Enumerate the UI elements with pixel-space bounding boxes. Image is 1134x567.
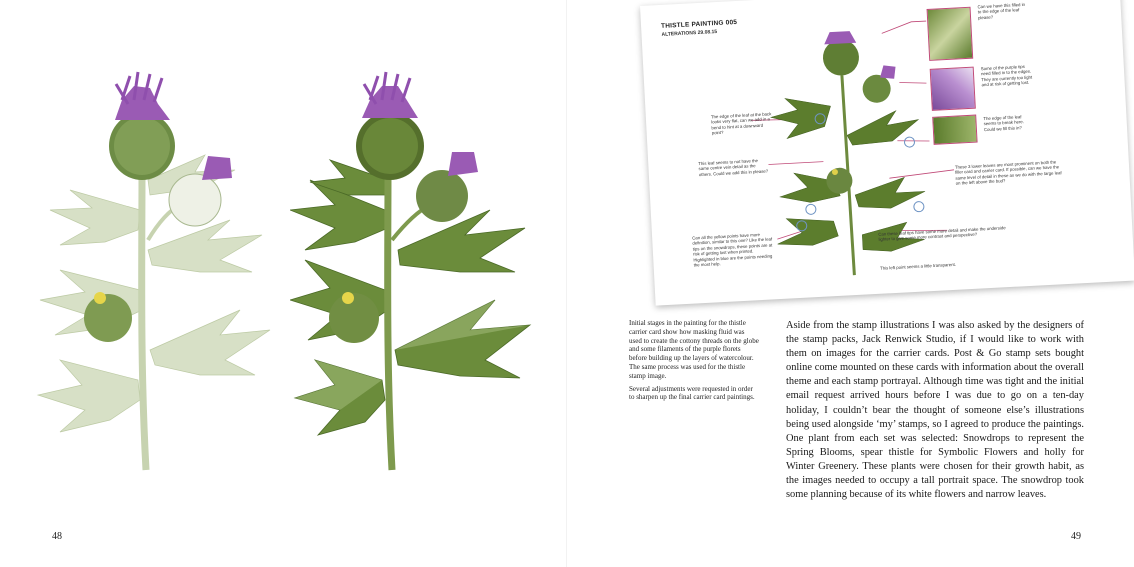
caption-paragraph-2: Several adjustments were requested in order to sharpen up the final carrier card paintings. xyxy=(629,384,755,402)
page-number-left: 48 xyxy=(52,531,62,542)
note-centre-vein: This leaf seems to not have the same centre vein detail as the others. Could we add this in please? xyxy=(698,158,769,177)
note-left-point: This left point seems a little transparent. xyxy=(879,261,957,271)
note-purple-tips: Some of the purple tips need filled in to the edges. They are currently too light and at risk of getting lost. xyxy=(980,63,1033,88)
note-leaf-edge: Can we have this filled in to the edge of the leaf please? xyxy=(977,1,1026,21)
proof-title: THISTLE PAINTING 005 xyxy=(660,18,738,30)
thistle-finished-bud-main xyxy=(356,72,424,180)
thistle-finished-bud-side xyxy=(416,152,478,222)
detail-inset-leaf-edge xyxy=(927,7,974,61)
detail-inset-leaf-break xyxy=(932,115,977,145)
note-yellow-points: Can all the yellow points have more definition, similar to this one? Like the leaf tips on the snowdrops, these points are at risk of getting lost when printed. Highlighted in blue are the points needing the most help. xyxy=(692,232,773,268)
thistle-early-stage-illustration xyxy=(30,60,280,480)
caption-paragraph-1: Initial stages in the painting for the thistle carrier card show how masking fluid was used to create the cottony threads on the globe and some filaments of the purple florets before building up the layers of watercolour. The same process was used for the thistle stamp image. xyxy=(629,319,759,380)
gutter xyxy=(566,0,567,567)
page-number-right: 49 xyxy=(1071,531,1081,542)
figure-caption xyxy=(629,319,759,406)
note-lower-leaves: These 3 lower leaves are most prominent on both the filler card and carrier card. If possible, can we have the same level of detail in these as we do with the large leaf on the left above the bud? xyxy=(954,159,1062,186)
note-leaf-tips: Can these leaf tips have some more detail and make the underside lighter to give some more contrast and perspective? xyxy=(878,225,1006,243)
thistle-bud-main xyxy=(109,72,175,180)
detail-inset-purple-tips xyxy=(930,67,976,111)
note-back-leaf: The edge of the leaf at the back looks very flat, can we add in a bend to hint at a downward point? xyxy=(710,111,772,136)
thistle-finished-illustration xyxy=(290,60,540,480)
proof-subtitle: ALTERATIONS 29.08.15 xyxy=(661,29,718,38)
body-text: Aside from the stamp illustrations I was also asked by the designers of the stamp packs, Jack Renwick Studio, if I would like to work with them on images for the carrier cards. Post & Go stamp sets bought online come mounted on these cards with information about the overall theme and each stamp portrayal. Although time was tight and the initial email request arrived hours before I was due to go on a ten-day holiday, I couldn’t bear the thought of someone else’s illustrations being used alongside ‘my’ stamps, so I agreed to produce the paintings. One plant from each set was selected: Snowdrops to represent the Spring Blooms, spear thistle for Symbolic Flowers and holly for Winter Greenery. These plants were chosen for their growth habit, as the images needed to occupy a tall portrait space. The snowdrop took some planning because of its white flowers and narrow leaves. xyxy=(786,320,1084,501)
alteration-proof-sheet xyxy=(640,0,1134,306)
note-leaf-break: The edge of the leaf seems to break here. Could we fill this in? xyxy=(983,114,1025,132)
